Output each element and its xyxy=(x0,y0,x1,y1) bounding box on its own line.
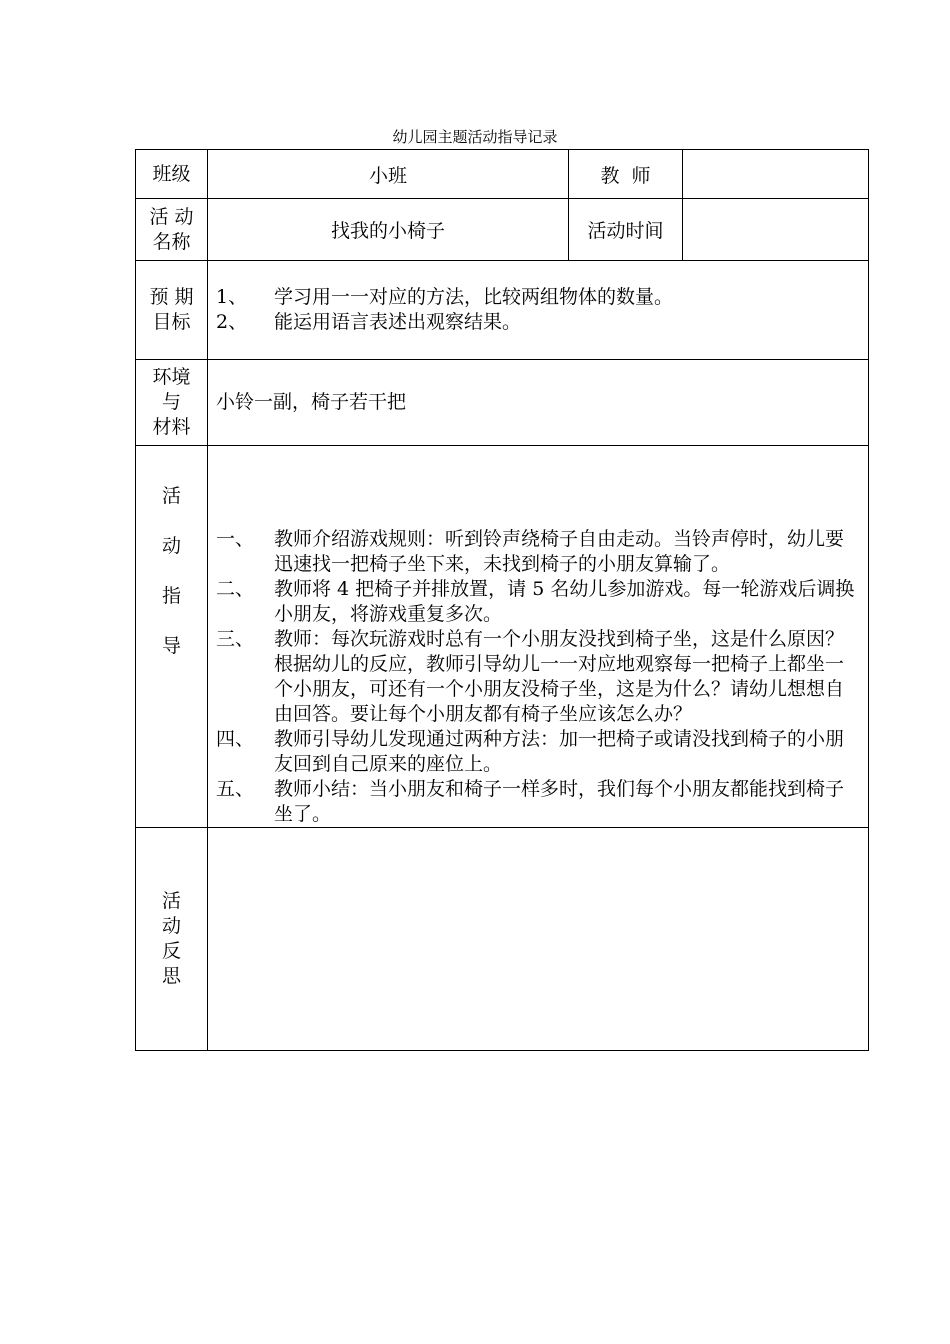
guidance-text: 教师引导幼儿发现通过两种方法：加一把椅子或请没找到椅子的小朋友回到自己原来的座位上。 xyxy=(274,728,845,775)
list-item xyxy=(216,627,860,727)
class-label-cell xyxy=(136,150,208,199)
guidance-content-cell xyxy=(208,446,869,828)
activity-record-table xyxy=(135,149,869,1051)
goals-label-line2: 目标 xyxy=(152,311,191,333)
list-item xyxy=(216,527,860,577)
materials-label-line3: 材料 xyxy=(152,416,191,438)
activity-time-label: 活动时间 xyxy=(587,220,664,242)
materials-label-cell xyxy=(136,360,208,446)
activity-name-label-cell xyxy=(136,199,208,261)
row-goals xyxy=(136,261,869,360)
goal-text: 能运用语言表述出观察结果。 xyxy=(274,311,522,333)
reflection-label-line2: 动 xyxy=(161,915,181,937)
row-reflection xyxy=(136,828,869,1051)
guidance-marker: 四、 xyxy=(216,728,255,750)
activity-time-label-cell xyxy=(569,199,683,261)
list-item xyxy=(216,285,860,310)
class-value-cell xyxy=(208,150,569,199)
class-label: 班级 xyxy=(152,162,191,185)
reflection-content-cell xyxy=(208,828,869,1051)
goals-content-cell xyxy=(208,261,869,360)
teacher-label: 教 师 xyxy=(600,164,651,187)
row-guidance xyxy=(136,446,869,828)
guidance-label-cell xyxy=(136,446,208,828)
reflection-label-line1: 活 xyxy=(161,890,181,912)
goals-list xyxy=(216,285,860,335)
guidance-text: 教师将 4 把椅子并排放置，请 5 名幼儿参加游戏。每一轮游戏后调换小朋友，将游戏重复多次。 xyxy=(274,578,855,625)
list-item xyxy=(216,577,860,627)
row-materials xyxy=(136,360,869,446)
list-item xyxy=(216,777,860,827)
activity-name-label-line2: 名称 xyxy=(152,230,191,253)
reflection-label-cell xyxy=(136,828,208,1051)
list-item xyxy=(216,727,860,777)
guidance-label-line1: 活 xyxy=(161,485,181,507)
goals-label-line1: 预 期 xyxy=(149,286,194,308)
activity-time-value-cell xyxy=(683,199,869,261)
goal-marker: 1、 xyxy=(216,286,248,308)
guidance-marker: 一、 xyxy=(216,528,255,550)
list-item xyxy=(216,310,860,335)
guidance-text: 教师小结：当小朋友和椅子一样多时，我们每个小朋友都能找到椅子坐了。 xyxy=(274,778,845,825)
row-class xyxy=(136,150,869,199)
teacher-label-cell xyxy=(569,150,683,199)
guidance-label-line3: 指 xyxy=(161,585,181,607)
materials-label-line1: 环境 xyxy=(152,366,191,388)
class-value: 小班 xyxy=(368,164,407,187)
document-title: 幼儿园主题活动指导记录 xyxy=(392,128,558,146)
guidance-marker: 三、 xyxy=(216,628,255,650)
guidance-label-line4: 导 xyxy=(161,635,181,657)
materials-content-cell xyxy=(208,360,869,446)
reflection-label-line4: 思 xyxy=(161,965,181,987)
activity-name-label-line1: 活 动 xyxy=(149,205,194,228)
guidance-marker: 五、 xyxy=(216,778,255,800)
activity-name-value-cell xyxy=(208,199,569,261)
guidance-label-line2: 动 xyxy=(161,535,181,557)
activity-name-value: 找我的小椅子 xyxy=(330,220,445,242)
goal-text: 学习用一一对应的方法，比较两组物体的数量。 xyxy=(274,286,674,308)
guidance-text: 教师：每次玩游戏时总有一个小朋友没找到椅子坐，这是什么原因？根据幼儿的反应，教师引导幼儿一一对应地观察每一把椅子上都坐一个小朋友，可还有一个小朋友没椅子坐，这是为什么？请幼儿想想自由回答。要让每个小朋友都有椅子坐应该怎么办？ xyxy=(274,628,845,725)
materials-label-line2: 与 xyxy=(161,391,181,413)
teacher-value-cell xyxy=(683,150,869,199)
guidance-text: 教师介绍游戏规则：听到铃声绕椅子自由走动。当铃声停时，幼儿要迅速找一把椅子坐下来，未找到椅子的小朋友算输了。 xyxy=(274,528,845,575)
row-activity-name xyxy=(136,199,869,261)
goal-marker: 2、 xyxy=(216,311,248,333)
guidance-marker: 二、 xyxy=(216,578,255,600)
reflection-label-line3: 反 xyxy=(161,940,181,962)
materials-value: 小铃一副，椅子若干把 xyxy=(216,391,407,413)
goals-label-cell xyxy=(136,261,208,360)
guidance-list xyxy=(216,527,860,827)
